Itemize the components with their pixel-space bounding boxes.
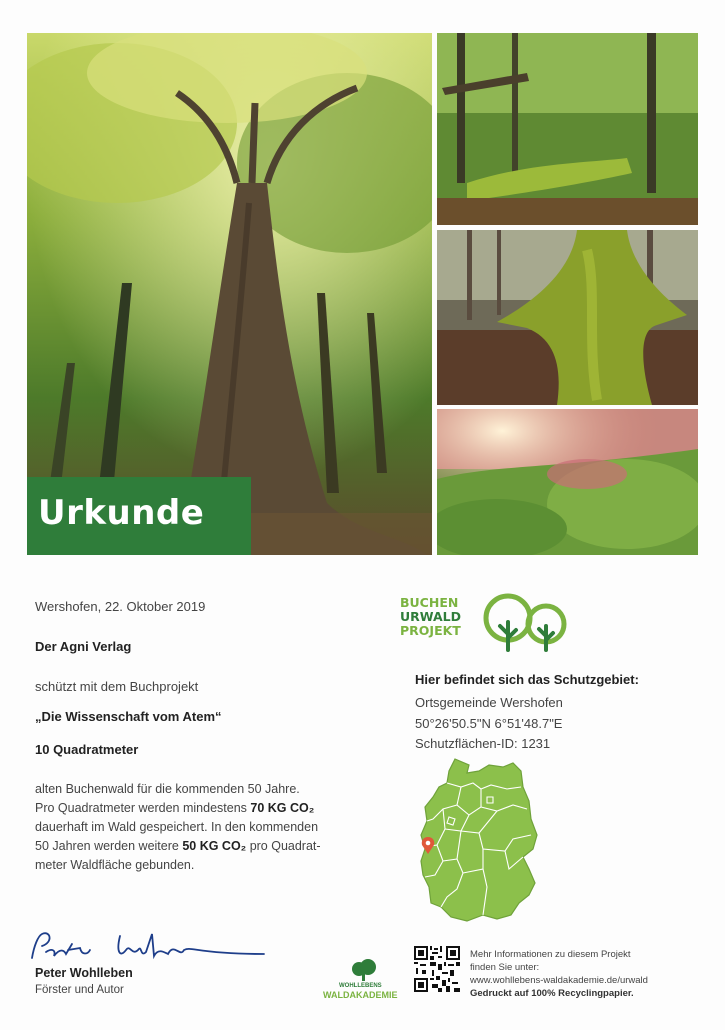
location-area-id: Schutzflächen-ID: 1231 — [415, 736, 551, 751]
info-text: Mehr Informationen zu diesem Projekt — [470, 949, 631, 960]
signature — [28, 928, 268, 968]
qr-code[interactable] — [414, 946, 460, 992]
protects-line: schützt mit dem Buchprojekt — [35, 679, 199, 694]
location-coordinates: 50°26'50.5"N 6°51'48.7"E — [415, 716, 563, 731]
co2-amount-stored: 70 KG CO₂ — [250, 801, 315, 815]
forest-photo-mossy-root — [437, 230, 698, 405]
location-municipality: Ortsgemeinde Wershofen — [415, 695, 563, 710]
logo-wordmark: BUCHEN URWALD PROJEKT — [400, 595, 462, 638]
body-line: Pro Quadratmeter werden mindestens 70 KG CO₂ — [35, 801, 315, 815]
certificate-body-text — [35, 780, 321, 875]
beech-tree-logo-icon — [478, 592, 570, 654]
body-line: 50 Jahren werden weitere 50 KG CO₂ pro Quadrat- — [35, 839, 321, 853]
recycling-note: Gedruckt auf 100% Recyclingpapier. — [470, 988, 634, 999]
akademie-wordmark: WOHLLEBENS WALDAKADEMIE — [323, 983, 398, 1000]
body-line: meter Waldfläche gebunden. — [35, 858, 195, 872]
forest-photo-fallen-log — [437, 33, 698, 225]
info-text: finden Sie unter: — [470, 962, 540, 973]
forest-photo-aerial — [437, 409, 698, 555]
germany-map — [417, 757, 543, 923]
akademie-tree-icon — [349, 959, 379, 981]
project-url-link[interactable]: www.wohllebens-waldakademie.de/urwald — [470, 975, 648, 986]
signatory-role: Förster und Autor — [35, 984, 124, 996]
buchen-urwald-projekt-logo — [400, 592, 580, 656]
date-line: Wershofen, 22. Oktober 2019 — [35, 599, 206, 614]
certificate-title: Urkunde — [38, 493, 205, 533]
organization-name: Der Agni Verlag — [35, 639, 132, 654]
body-line: alten Buchenwald für die kommenden 50 Jahre. — [35, 782, 300, 796]
protected-area-size: 10 Quadratmeter — [35, 742, 139, 757]
title-band — [27, 477, 251, 555]
book-title: „Die Wissenschaft vom Atem“ — [35, 709, 222, 724]
body-line: dauerhaft im Wald gespeichert. In den kommenden — [35, 820, 319, 834]
signatory-name: Peter Wohlleben — [35, 966, 133, 980]
waldakademie-logo — [323, 959, 405, 999]
co2-amount-bound: 50 KG CO₂ — [182, 839, 247, 853]
location-heading: Hier befindet sich das Schutzgebiet: — [415, 672, 639, 687]
